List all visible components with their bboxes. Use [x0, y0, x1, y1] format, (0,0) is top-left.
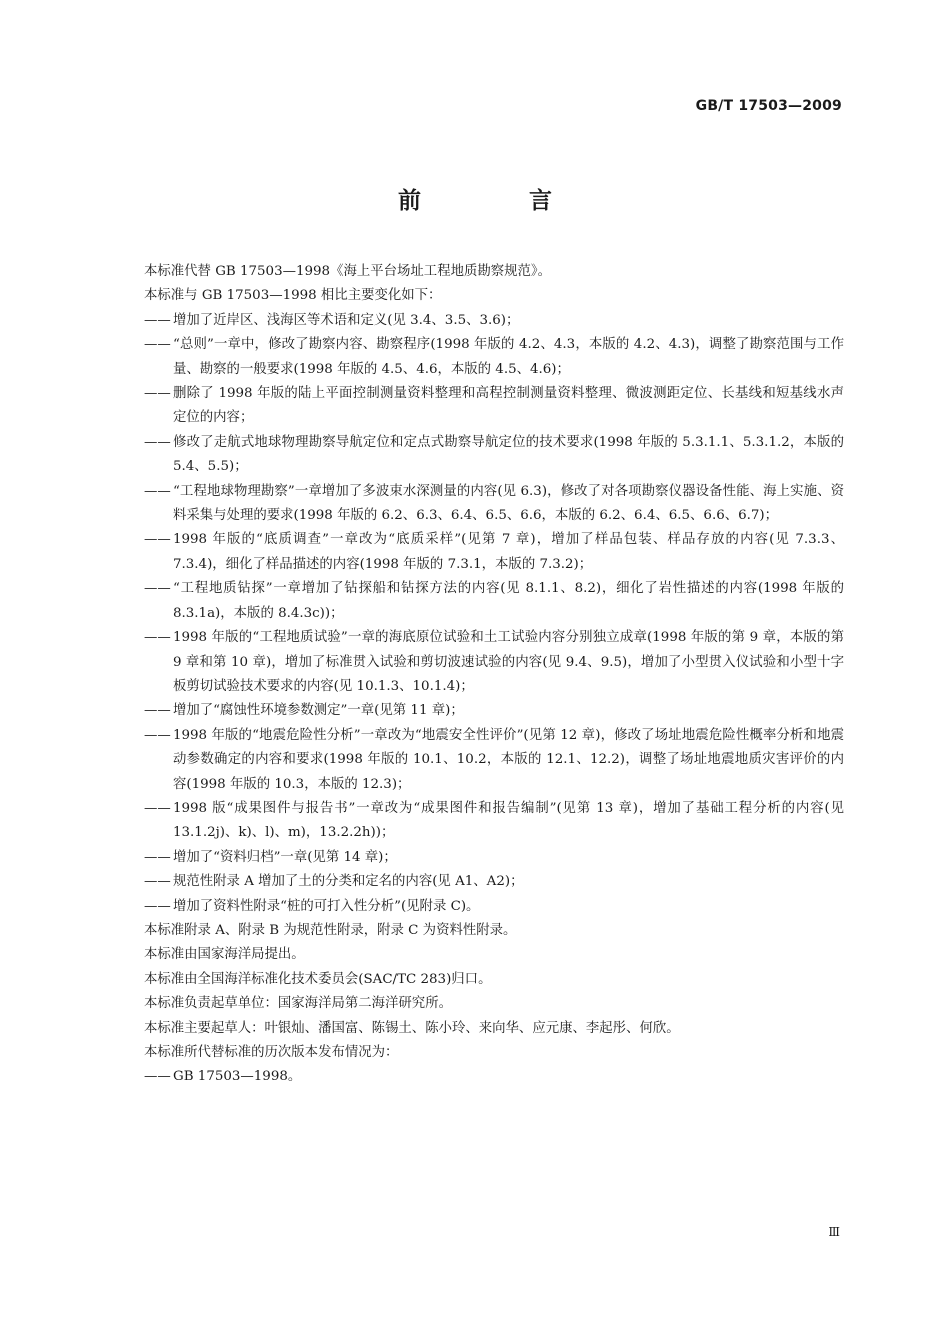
change-item	[144, 382, 844, 431]
change-text: 修改了走航式地球物理勘察导航定位和定点式勘察导航定位的技术要求(1998 年版的 5.3.1.1、5.3.1.2，本版的 5.4、5.5)；	[173, 434, 844, 475]
previous-version-text: GB 17503—1998。	[173, 1069, 302, 1085]
previous-version-item	[144, 1065, 844, 1089]
change-text: “工程地球物理勘察”一章增加了多波束水深测量的内容(见 6.3)，修改了对各项勘察仪器设备性能、海上实施、资料采集与处理的要求(1998 年版的 6.2、6.3、6.4、6.5、6.6，本版的 6.2、6.4、6.5、6.6、6.7)；	[173, 483, 844, 524]
change-item	[144, 309, 844, 333]
paragraph-proposer: 本标准由国家海洋局提出。	[144, 947, 305, 963]
change-item	[144, 626, 844, 699]
dash-marker: ——	[144, 727, 171, 743]
paragraph-committee: 本标准由全国海洋标准化技术委员会(SAC/TC 283)归口。	[144, 971, 492, 987]
dash-marker: ——	[144, 1069, 171, 1085]
dash-marker: ——	[144, 581, 171, 597]
change-text: 1998 年版的“地震危险性分析”一章改为“地震安全性评价”(见第 12 章)，修改了场址地震危险性概率分析和地震动参数确定的内容和要求(1998 年版的 10.1、10.2，本版的 12.1、12.2)，调整了场址地震地质灾害评价的内容(1998 年版的 10.3，本版的 12.3)；	[173, 727, 844, 792]
change-item	[144, 528, 844, 577]
change-text: 1998 年版的“底质调查”一章改为“底质采样”(见第 7 章)，增加了样品包装、样品存放的内容(见 7.3.3、7.3.4)，细化了样品描述的内容(1998 年版的 7.3.1，本版的 7.3.2)；	[173, 532, 844, 572]
dash-marker: ——	[144, 337, 171, 353]
standard-code: GB/T 17503—2009	[695, 98, 842, 114]
dash-marker: ——	[144, 874, 171, 890]
change-item	[144, 724, 844, 797]
change-text: 增加了近岸区、浅海区等术语和定义(见 3.4、3.5、3.6)；	[173, 312, 520, 328]
paragraph-changes-intro: 本标准与 GB 17503—1998 相比主要变化如下：	[144, 288, 442, 304]
dash-marker: ——	[144, 386, 171, 402]
foreword-body	[144, 260, 844, 1090]
change-item	[144, 895, 844, 919]
change-item	[144, 431, 844, 480]
change-text: “工程地质钻探”一章增加了钻探船和钻探方法的内容(见 8.1.1、8.2)，细化了岩性描述的内容(1998 年版的 8.3.1a)，本版的 8.4.3c))；	[173, 581, 844, 621]
change-item	[144, 480, 844, 529]
dash-marker: ——	[144, 483, 171, 499]
change-item	[144, 870, 844, 894]
page-number: Ⅲ	[828, 1225, 840, 1239]
dash-marker: ——	[144, 898, 171, 914]
change-text: 规范性附录 A 增加了土的分类和定名的内容(见 A1、A2)；	[173, 874, 524, 890]
change-item	[144, 577, 844, 626]
paragraph-drafters: 本标准主要起草人：叶银灿、潘国富、陈锡土、陈小玲、来向华、应元康、李起彤、何欣。	[144, 1020, 680, 1036]
paragraph-annexes: 本标准附录 A、附录 B 为规范性附录，附录 C 为资料性附录。	[144, 922, 517, 938]
change-text: 删除了 1998 年版的陆上平面控制测量资料整理和高程控制测量资料整理、微波测距定位、长基线和短基线水声定位的内容；	[173, 386, 844, 426]
dash-marker: ——	[144, 703, 171, 719]
paragraph-drafting-unit: 本标准负责起草单位：国家海洋局第二海洋研究所。	[144, 996, 452, 1012]
change-text: 增加了资料性附录“桩的可打入性分析”(见附录 C)。	[173, 898, 480, 914]
dash-marker: ——	[144, 532, 171, 548]
dash-marker: ——	[144, 849, 171, 865]
paragraph-replaces: 本标准代替 GB 17503—1998《海上平台场址工程地质勘察规范》。	[144, 264, 552, 279]
change-item	[144, 699, 844, 723]
change-text: 1998 年版的“工程地质试验”一章的海底原位试验和土工试验内容分别独立成章(1998 年版的第 9 章，本版的第 9 章和第 10 章)，增加了标准贯入试验和剪切波速试验的内容(见 9.4、9.5)，增加了小型贯入仪试验和小型十字板剪切试验技术要求的内容(见 10.1.3、10.1.4)；	[173, 630, 844, 694]
change-text: 增加了“资料归档”一章(见第 14 章)；	[173, 849, 397, 865]
change-item	[144, 846, 844, 870]
dash-marker: ——	[144, 630, 171, 646]
dash-marker: ——	[144, 800, 171, 816]
change-text: “总则”一章中，修改了勘察内容、勘察程序(1998 年版的 4.2、4.3，本版的 4.2、4.3)，调整了勘察范围与工作量、勘察的一般要求(1998 年版的 4.5、4.6，本版的 4.5、4.6)；	[173, 337, 844, 377]
page-title: 前 言	[397, 188, 602, 214]
change-item	[144, 797, 844, 846]
dash-marker: ——	[144, 312, 171, 328]
paragraph-history-intro: 本标准所代替标准的历次版本发布情况为：	[144, 1045, 399, 1060]
change-text: 增加了“腐蚀性环境参数测定”一章(见第 11 章)；	[173, 703, 464, 719]
change-text: 1998 版“成果图件与报告书”一章改为“成果图件和报告编制”(见第 13 章)，增加了基础工程分析的内容(见 13.1.2j)、k)、l)、m)，13.2.2h))；	[173, 800, 844, 841]
change-item	[144, 333, 844, 382]
dash-marker: ——	[144, 434, 171, 450]
